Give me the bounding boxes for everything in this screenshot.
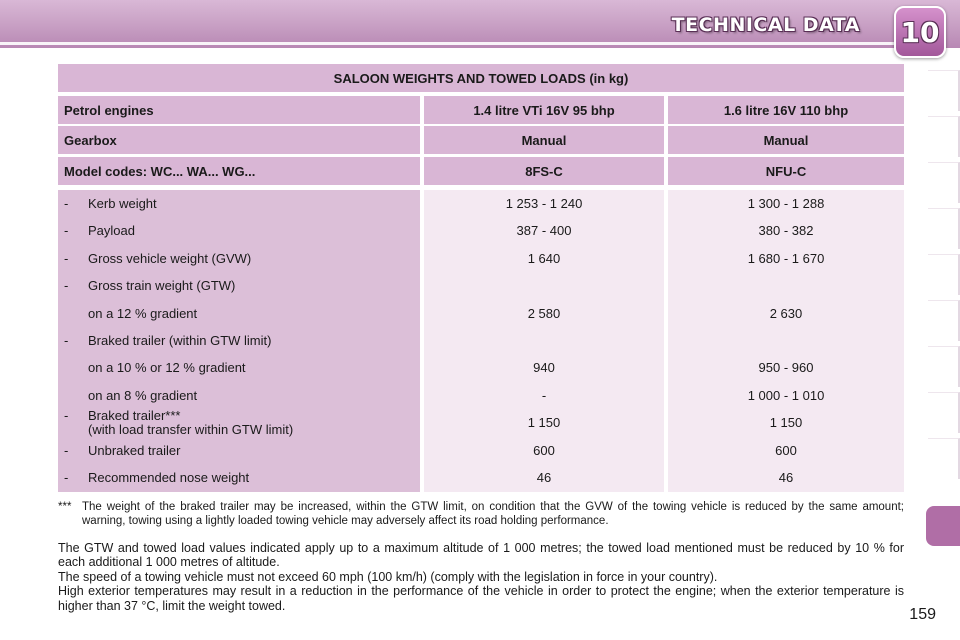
cell-value: 2 580: [527, 306, 561, 321]
cell-value: -: [541, 388, 547, 403]
row-label: (with load transfer within GTW limit): [88, 422, 294, 437]
page-number: 159: [909, 606, 936, 623]
row-label: - Gross vehicle weight (GVW): [64, 251, 252, 266]
cell-value: 46: [536, 470, 552, 485]
cell-value: 600: [775, 443, 797, 458]
row-label: - Recommended nose weight: [64, 470, 250, 485]
row-label: on a 12 % gradient: [88, 306, 198, 321]
cell-value: 1 680 - 1 670: [747, 251, 825, 266]
cell-value: 387 - 400: [516, 223, 572, 238]
cell-value: 1 150: [769, 415, 803, 430]
header-cell: Petrol engines: [58, 96, 420, 124]
table-header-row: [58, 96, 904, 124]
value-column-2: [668, 190, 904, 492]
label-column: [58, 190, 420, 492]
cell-value: 1 150: [527, 415, 561, 430]
side-tab[interactable]: [928, 162, 960, 203]
row-label: - Payload: [64, 223, 135, 238]
header-cell: 8FS-C: [424, 157, 664, 185]
cell-value: 950 - 960: [758, 360, 814, 375]
side-tab[interactable]: [928, 70, 960, 111]
cell-value: 940: [533, 360, 555, 375]
cell-value: 1 300 - 1 288: [747, 196, 825, 211]
row-label: - Unbraked trailer: [64, 443, 181, 458]
cell-value: 1 253 - 1 240: [505, 196, 583, 211]
table-caption: SALOON WEIGHTS AND TOWED LOADS (in kg): [58, 64, 904, 92]
chapter-number: 10: [900, 15, 940, 49]
row-label: - Kerb weight: [64, 196, 157, 211]
table-body: [58, 190, 904, 492]
side-tab[interactable]: [928, 254, 960, 295]
side-tabs: [928, 70, 960, 640]
side-tab[interactable]: [928, 300, 960, 341]
side-tab[interactable]: [928, 208, 960, 249]
cell-value: 380 - 382: [758, 223, 814, 238]
row-label: - Braked trailer***: [64, 408, 181, 423]
side-tab[interactable]: [928, 116, 960, 157]
side-tab[interactable]: [928, 392, 960, 433]
cell-value: 2 630: [769, 306, 803, 321]
side-tab-active[interactable]: [926, 506, 960, 546]
table-header-row: [58, 126, 904, 154]
header-underline: [0, 42, 900, 45]
header-cell: Gearbox: [58, 126, 420, 154]
chapter-badge: [894, 6, 946, 58]
cell-value: 600: [533, 443, 555, 458]
header-cell: 1.6 litre 16V 110 bhp: [668, 96, 904, 124]
note-paragraph: The speed of a towing vehicle must not exceed 60 mph (100 km/h) (comply with the legislation in force in your country).: [58, 569, 718, 584]
header-cell: Manual: [424, 126, 664, 154]
value-column-1: [424, 190, 664, 492]
row-label: on a 10 % or 12 % gradient: [88, 360, 246, 375]
page-title: TECHNICAL DATA: [671, 14, 860, 36]
row-label: - Gross train weight (GTW): [64, 278, 236, 293]
header-cell: Manual: [668, 126, 904, 154]
header-cell: NFU-C: [668, 157, 904, 185]
table-header-row: [58, 157, 904, 185]
cell-value: 46: [778, 470, 794, 485]
header-cell: 1.4 litre VTi 16V 95 bhp: [424, 96, 664, 124]
side-tab[interactable]: [928, 438, 960, 479]
side-tab[interactable]: [928, 346, 960, 387]
note-paragraph: The GTW and towed load values indicated apply up to a maximum altitude of 1 000 metres; the towed load mentioned must be reduced by 10 % for each additional 1 000 metres of altitude.: [58, 541, 904, 570]
footnote-text: The weight of the braked trailer may be increased, within the GTW limit, on condition that the GVW of the towing vehicle is reduced by the same amount; warning, towing using a lightly loaded towing vehicle may adversely affect its road holding performance.: [82, 501, 904, 527]
footnote: [58, 500, 904, 528]
row-label: - Braked trailer (within GTW limit): [64, 333, 272, 348]
header-cell: Model codes: WC... WA... WG...: [58, 157, 420, 185]
note-paragraph: High exterior temperatures may result in a reduction in the performance of the vehicle in order to protect the engine; when the exterior temperature is higher than 37 °C, limit the weight towed.: [58, 584, 904, 613]
footnote-marker: ***: [58, 501, 72, 513]
row-label: on an 8 % gradient: [88, 388, 198, 403]
cell-value: 1 640: [527, 251, 561, 266]
notes-block: [58, 541, 904, 613]
cell-value: 1 000 - 1 010: [747, 388, 825, 403]
